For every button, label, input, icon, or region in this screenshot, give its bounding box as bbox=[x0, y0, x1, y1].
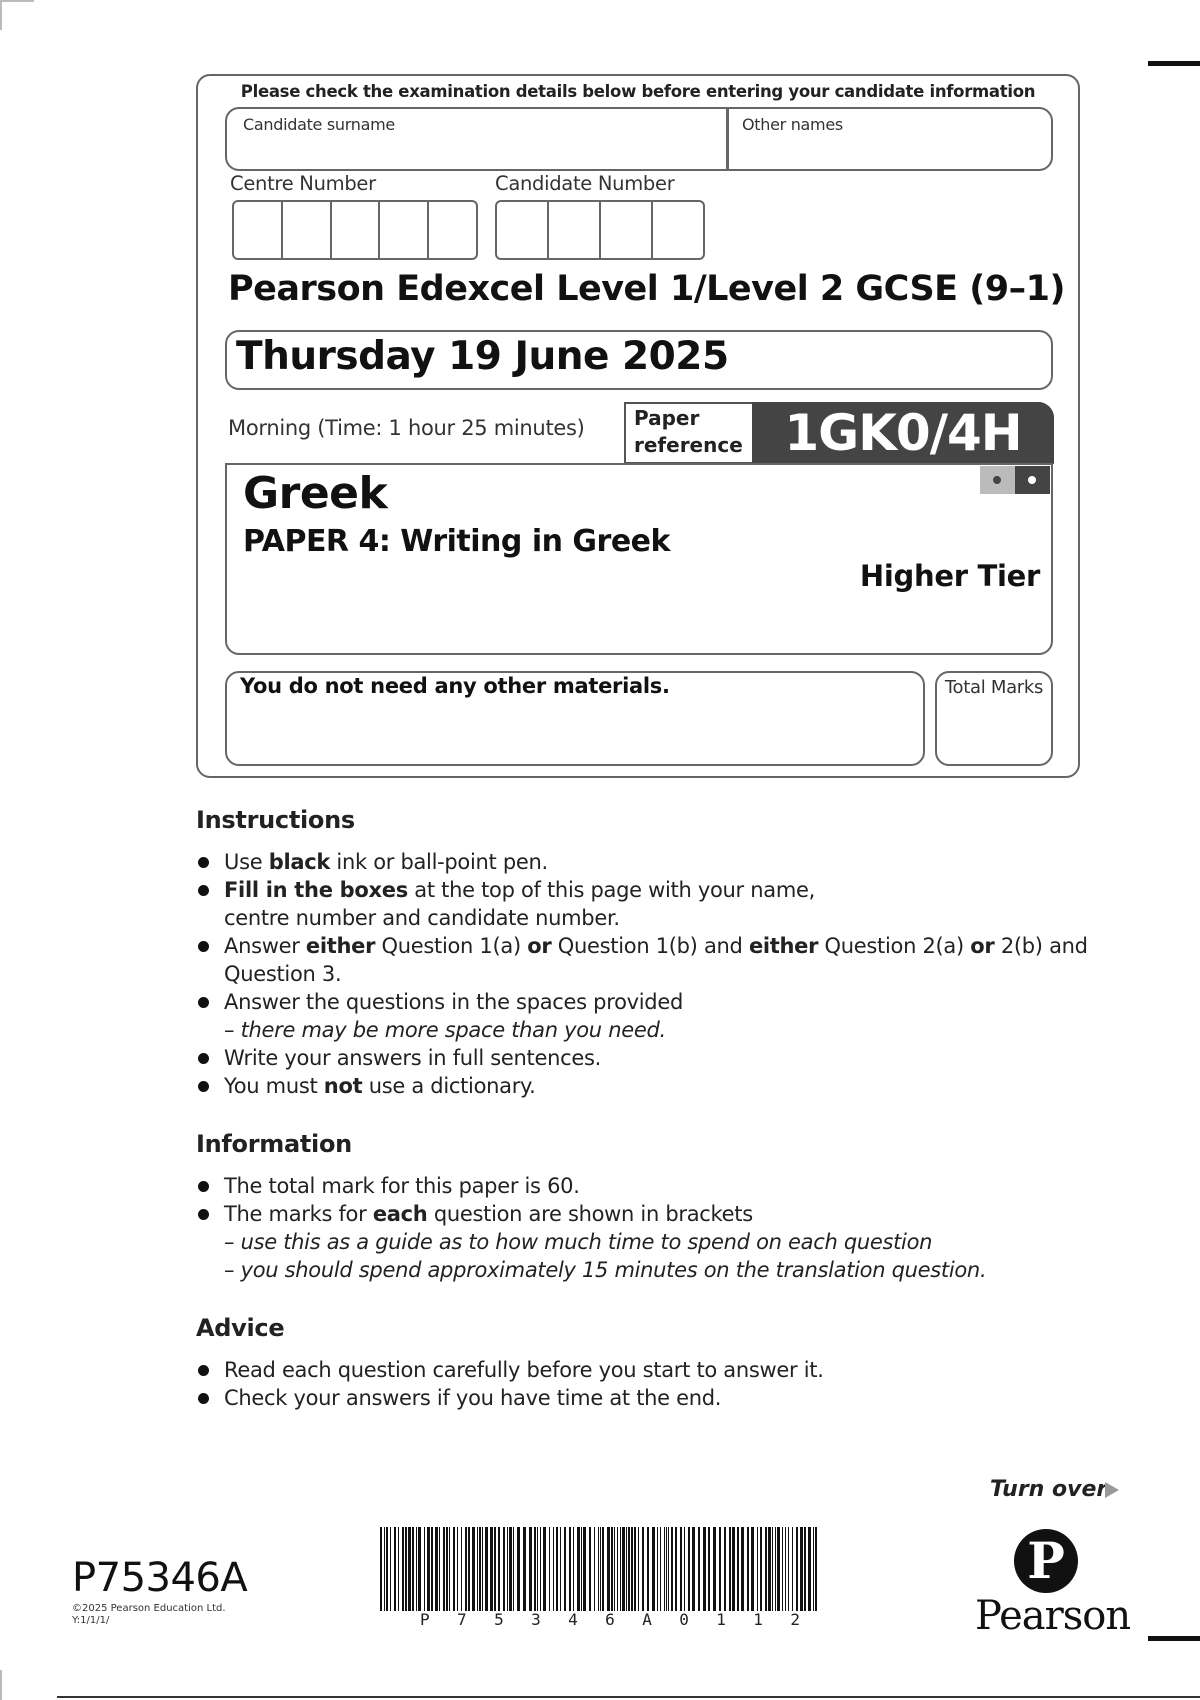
list-item: The total mark for this paper is 60. bbox=[196, 1172, 986, 1200]
bottom-rule bbox=[57, 1696, 1200, 1698]
barcode-bar bbox=[611, 1527, 613, 1611]
arrow-right-icon bbox=[1105, 1482, 1119, 1498]
barcode-bar bbox=[418, 1527, 421, 1611]
dot-icon bbox=[993, 476, 1001, 484]
barcode-bar bbox=[808, 1527, 811, 1611]
candidate-digit-box[interactable] bbox=[497, 202, 549, 258]
barcode-digits bbox=[420, 1610, 800, 1629]
list-item-continuation: centre number and candidate number. bbox=[224, 906, 620, 930]
barcode-bar bbox=[477, 1527, 478, 1611]
barcode-bar bbox=[631, 1527, 633, 1611]
list-item: The marks for each question are shown in brackets bbox=[196, 1200, 986, 1228]
barcode-bar bbox=[485, 1527, 488, 1611]
turn-over-label: Turn over bbox=[990, 1477, 1108, 1502]
barcode-bar bbox=[534, 1527, 536, 1611]
barcode-bar bbox=[724, 1527, 726, 1611]
copyright-notice: ©2025 Pearson Education Ltd. Y:1/1/1/ bbox=[72, 1603, 226, 1626]
barcode-bar bbox=[598, 1527, 599, 1611]
barcode-bar bbox=[660, 1527, 661, 1611]
barcode-bar bbox=[638, 1527, 639, 1611]
list-item: Fill in the boxes at the top of this page with your name, bbox=[196, 876, 1088, 904]
barcode-bar bbox=[390, 1527, 391, 1611]
barcode-bar bbox=[765, 1527, 767, 1611]
pearson-logo-wordmark: Pearson bbox=[975, 1593, 1131, 1639]
total-marks-label: Total Marks bbox=[944, 677, 1044, 698]
barcode-bar bbox=[713, 1527, 716, 1611]
barcode-digit: 7 bbox=[457, 1610, 467, 1629]
barcode-bar bbox=[479, 1527, 481, 1611]
barcode-bar bbox=[657, 1527, 658, 1611]
barcode-bar bbox=[517, 1527, 520, 1611]
exam-date: Thursday 19 June 2025 bbox=[236, 334, 729, 379]
centre-digit-box[interactable] bbox=[234, 202, 283, 258]
list-item: Read each question carefully before you start to answer it. bbox=[196, 1356, 824, 1384]
barcode-bar bbox=[719, 1527, 721, 1611]
barcode-bar bbox=[386, 1527, 388, 1611]
barcode-bar bbox=[457, 1527, 458, 1611]
registration-mark-top-right bbox=[1148, 61, 1200, 66]
barcode-bar bbox=[652, 1527, 655, 1611]
registration-mark-bottom-right bbox=[1148, 1636, 1200, 1641]
barcode-bar bbox=[431, 1527, 433, 1611]
list-item-continuation: – you should spend approximately 15 minutes on the translation question. bbox=[224, 1258, 987, 1282]
advice-heading: Advice bbox=[196, 1314, 285, 1342]
barcode-bar bbox=[792, 1527, 793, 1611]
barcode-bar bbox=[549, 1527, 550, 1611]
barcode-bar bbox=[449, 1527, 450, 1611]
barcode-bar bbox=[607, 1527, 610, 1611]
barcode-bar bbox=[468, 1527, 470, 1611]
barcode-bar bbox=[668, 1527, 669, 1611]
barcode-bar bbox=[581, 1527, 582, 1611]
barcode-bar bbox=[617, 1527, 618, 1611]
tier-indicator-tabs bbox=[980, 466, 1050, 494]
barcode-bar bbox=[472, 1527, 475, 1611]
barcode-bar bbox=[675, 1527, 677, 1611]
barcode-bar bbox=[796, 1527, 798, 1611]
barcode-bar bbox=[788, 1527, 789, 1611]
name-box-divider bbox=[726, 107, 729, 171]
barcode-digit: 1 bbox=[716, 1610, 726, 1629]
barcode-bar bbox=[564, 1527, 566, 1611]
barcode-bar bbox=[804, 1527, 806, 1611]
centre-digit-box[interactable] bbox=[429, 202, 476, 258]
subject-title: Greek bbox=[243, 468, 388, 519]
candidate-digit-box[interactable] bbox=[549, 202, 601, 258]
barcode-bar bbox=[602, 1527, 604, 1611]
barcode-digit: 6 bbox=[605, 1610, 615, 1629]
barcode-digit: 1 bbox=[753, 1610, 763, 1629]
barcode-bar bbox=[540, 1527, 541, 1611]
list-item: Answer either Question 1(a) or Question 1(b) and either Question 2(a) or 2(b) and bbox=[196, 932, 1088, 960]
list-item: Write your answers in full sentences. bbox=[196, 1044, 1088, 1072]
barcode-bar bbox=[692, 1527, 695, 1611]
barcode-bar bbox=[772, 1527, 773, 1611]
list-item-continuation: Question 3. bbox=[224, 962, 342, 986]
barcode-bar bbox=[494, 1527, 496, 1611]
barcode-bar bbox=[684, 1527, 685, 1611]
barcode-bar bbox=[647, 1527, 649, 1611]
barcode-bar bbox=[757, 1527, 758, 1611]
barcode-bar bbox=[642, 1527, 644, 1611]
barcode-bar bbox=[435, 1527, 438, 1611]
barcode-bar bbox=[708, 1527, 710, 1611]
corner-mark-top-left-h bbox=[0, 0, 34, 2]
barcode-bar bbox=[600, 1527, 601, 1611]
check-details-notice: Please check the examination details below before entering your candidate information bbox=[240, 82, 1036, 101]
barcode-bar bbox=[453, 1527, 455, 1611]
candidate-digit-box[interactable] bbox=[653, 202, 703, 258]
tier-tab-light bbox=[980, 466, 1015, 494]
barcode-digit: 5 bbox=[494, 1610, 504, 1629]
barcode-bar bbox=[569, 1527, 571, 1611]
barcode-bar bbox=[384, 1527, 385, 1611]
barcode-bar bbox=[523, 1527, 526, 1611]
list-item: You must not use a dictionary. bbox=[196, 1072, 1088, 1100]
list-item-continuation: – there may be more space than you need. bbox=[224, 1018, 666, 1042]
barcode-bar bbox=[465, 1527, 467, 1611]
paper-title: PAPER 4: Writing in Greek bbox=[243, 524, 670, 559]
barcode-bar bbox=[398, 1527, 399, 1611]
instructions-list bbox=[196, 848, 1088, 1100]
pearson-logo-letter: P bbox=[1027, 1531, 1065, 1590]
barcode-bar bbox=[664, 1527, 665, 1611]
barcode-bar bbox=[800, 1527, 803, 1611]
barcode-bar bbox=[785, 1527, 786, 1611]
barcode-bar bbox=[405, 1527, 407, 1611]
instructions-heading: Instructions bbox=[196, 806, 355, 834]
barcode-bar bbox=[416, 1527, 417, 1611]
barcode-digit: A bbox=[642, 1610, 652, 1629]
barcode-bar bbox=[543, 1527, 546, 1611]
barcode-bar bbox=[412, 1527, 414, 1611]
barcode-digit: 0 bbox=[679, 1610, 689, 1629]
barcode-bar bbox=[620, 1527, 621, 1611]
barcode-bar bbox=[698, 1527, 700, 1611]
barcode-digit: 2 bbox=[790, 1610, 800, 1629]
barcode-bar bbox=[703, 1527, 706, 1611]
barcode-bar bbox=[402, 1527, 404, 1611]
barcode-bar bbox=[583, 1527, 586, 1611]
list-item: Answer the questions in the spaces provided bbox=[196, 988, 1088, 1016]
barcode-bar bbox=[537, 1527, 538, 1611]
barcode-bar bbox=[408, 1527, 411, 1611]
candidate-number-boxes[interactable] bbox=[495, 200, 705, 260]
barcode-bar bbox=[482, 1527, 483, 1611]
paper-code: P75346A bbox=[72, 1555, 248, 1601]
dot-icon bbox=[1028, 476, 1036, 484]
barcode-bar bbox=[573, 1527, 574, 1611]
barcode-bar bbox=[622, 1527, 625, 1611]
information-heading: Information bbox=[196, 1130, 352, 1158]
barcode-bar bbox=[729, 1527, 731, 1611]
paper-reference-code: 1GK0/4H bbox=[784, 404, 1022, 462]
barcode-bar bbox=[628, 1527, 630, 1611]
barcode-bar bbox=[439, 1527, 440, 1611]
paper-reference-label: Paper reference bbox=[634, 406, 743, 457]
barcode-bar bbox=[577, 1527, 580, 1611]
barcode-bar bbox=[737, 1527, 739, 1611]
barcode-digit: P bbox=[420, 1610, 430, 1629]
barcode-bar bbox=[747, 1527, 749, 1611]
barcode-bar bbox=[513, 1527, 514, 1611]
centre-digit-box[interactable] bbox=[283, 202, 332, 258]
barcode-bar bbox=[589, 1527, 591, 1611]
centre-digit-box[interactable] bbox=[380, 202, 429, 258]
barcode-bar bbox=[490, 1527, 493, 1611]
qualification-title: Pearson Edexcel Level 1/Level 2 GCSE (9–1) bbox=[228, 269, 1065, 309]
barcode-bar bbox=[813, 1527, 814, 1611]
barcode-bar bbox=[768, 1527, 771, 1611]
materials-text: You do not need any other materials. bbox=[240, 674, 670, 698]
barcode-bar bbox=[782, 1527, 783, 1611]
barcode-bar bbox=[507, 1527, 508, 1611]
barcode-bar bbox=[446, 1527, 448, 1611]
barcode-digit: 4 bbox=[568, 1610, 578, 1629]
candidate-surname-field[interactable]: Candidate surname bbox=[243, 115, 395, 134]
information-list bbox=[196, 1172, 986, 1284]
barcode-bar bbox=[509, 1527, 512, 1611]
list-item: Use black ink or ball-point pen. bbox=[196, 848, 1088, 876]
other-names-field[interactable]: Other names bbox=[742, 115, 843, 134]
barcode-bar bbox=[553, 1527, 554, 1611]
corner-mark-bottom-left bbox=[0, 1670, 2, 1700]
barcode-bar bbox=[556, 1527, 558, 1611]
advice-list bbox=[196, 1356, 824, 1412]
barcode-bar bbox=[614, 1527, 615, 1611]
barcode-bar bbox=[815, 1527, 817, 1611]
barcode-bar bbox=[503, 1527, 505, 1611]
list-item: Check your answers if you have time at the end. bbox=[196, 1384, 824, 1412]
barcode-bar bbox=[775, 1527, 776, 1611]
barcode-bar bbox=[380, 1527, 382, 1611]
centre-digit-box[interactable] bbox=[332, 202, 381, 258]
centre-number-label: Centre Number bbox=[230, 172, 376, 195]
barcode-bar bbox=[394, 1527, 396, 1611]
barcode-image bbox=[380, 1527, 820, 1611]
barcode-bar bbox=[427, 1527, 430, 1611]
barcode-bar bbox=[529, 1527, 532, 1611]
barcode-bar bbox=[732, 1527, 735, 1611]
barcode-digit: 3 bbox=[531, 1610, 541, 1629]
tier-label: Higher Tier bbox=[859, 559, 1040, 593]
barcode-bar bbox=[688, 1527, 690, 1611]
candidate-number-label: Candidate Number bbox=[495, 172, 675, 195]
barcode-bar bbox=[594, 1527, 595, 1611]
barcode-bar bbox=[671, 1527, 673, 1611]
corner-mark-top-left bbox=[0, 0, 2, 30]
barcode-bar bbox=[751, 1527, 754, 1611]
list-item-continuation: – use this as a guide as to how much time to spend on each question bbox=[224, 1230, 933, 1254]
barcode-bar bbox=[777, 1527, 780, 1611]
barcode-bar bbox=[741, 1527, 744, 1611]
barcode-bar bbox=[626, 1527, 627, 1611]
barcode-bar bbox=[424, 1527, 425, 1611]
tier-tab-dark bbox=[1015, 466, 1050, 494]
barcode-bar bbox=[461, 1527, 462, 1611]
barcode-bar bbox=[634, 1527, 636, 1611]
session-time: Morning (Time: 1 hour 25 minutes) bbox=[228, 416, 585, 440]
barcode-bar bbox=[560, 1527, 561, 1611]
centre-number-boxes[interactable] bbox=[232, 200, 478, 260]
barcode-bar bbox=[760, 1527, 762, 1611]
candidate-digit-box[interactable] bbox=[601, 202, 653, 258]
barcode-bar bbox=[680, 1527, 682, 1611]
barcode-bar bbox=[666, 1527, 667, 1611]
barcode-bar bbox=[443, 1527, 445, 1611]
barcode-bar bbox=[498, 1527, 500, 1611]
